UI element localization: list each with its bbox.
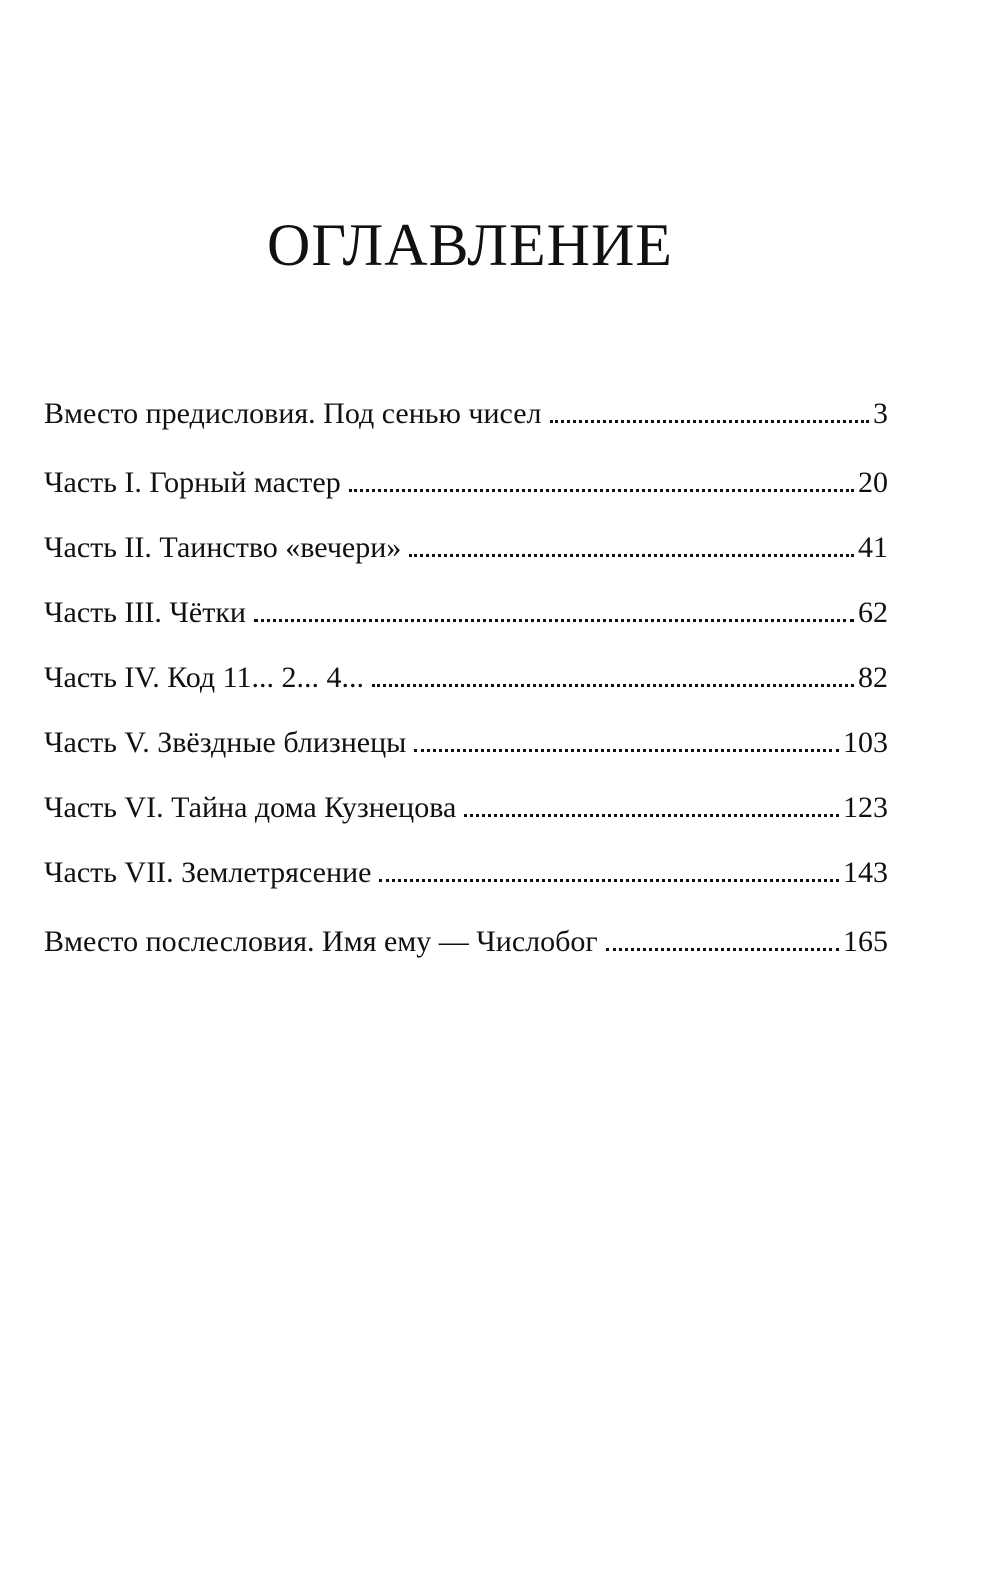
dot-leader [254, 618, 854, 622]
toc-entry-page: 20 [858, 466, 888, 499]
dot-leader [349, 488, 854, 492]
dot-leader [409, 553, 854, 557]
toc-entry-label: Часть II. Таинство «вечери» [44, 531, 402, 564]
dot-leader [464, 813, 839, 817]
toc-entry [44, 392, 888, 436]
toc-entry [44, 591, 888, 635]
page-title: ОГЛАВЛЕНИЕ [267, 212, 673, 278]
toc-entry [44, 461, 888, 505]
dot-leader [606, 947, 839, 951]
toc-entry-label: Часть V. Звёздные близнецы [44, 726, 407, 759]
dot-leader [372, 683, 854, 687]
toc-entry-label: Часть VI. Тайна дома Кузнецова [44, 791, 457, 824]
toc-entry-label: Вместо послесловия. Имя ему — Числобог [44, 925, 598, 958]
toc-entry-label: Часть III. Чётки [44, 596, 246, 629]
dot-leader [379, 878, 839, 882]
toc-entry-label: Вместо предисловия. Под сенью чисел [44, 397, 542, 430]
dot-leader [550, 419, 869, 423]
toc-entry-page: 123 [843, 791, 888, 824]
toc-entry-page: 143 [843, 856, 888, 889]
toc-entry-page: 62 [858, 596, 888, 629]
toc-entry-label: Часть I. Горный мастер [44, 466, 341, 499]
toc-entry-label: Часть IV. Код 11... 2... 4... [44, 661, 365, 694]
toc-entry-page: 82 [858, 661, 888, 694]
toc-entry [44, 920, 888, 964]
toc-entry [44, 721, 888, 765]
table-of-contents [44, 392, 888, 964]
toc-entry-page: 103 [843, 726, 888, 759]
toc-entry-label: Часть VII. Землетрясение [44, 856, 372, 889]
toc-entry [44, 786, 888, 830]
toc-entry [44, 851, 888, 895]
toc-entry-page: 3 [873, 397, 888, 430]
toc-entry-page: 41 [858, 531, 888, 564]
toc-entry [44, 526, 888, 570]
dot-leader [414, 748, 839, 752]
toc-entry-page: 165 [843, 925, 888, 958]
toc-entry [44, 656, 888, 700]
